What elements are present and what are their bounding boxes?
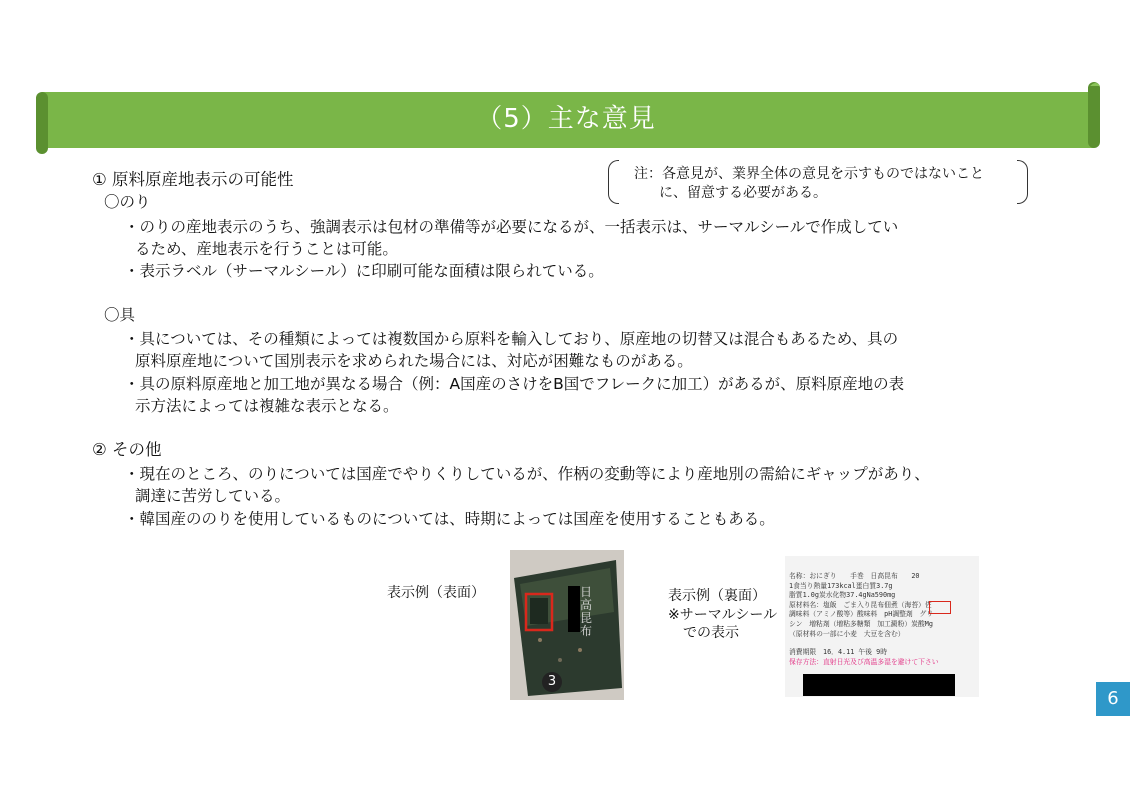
gu-bullet-2-line-1: ・具の原料原産地と加工地が異なる場合（例：A国産のさけをB国でフレークに加工）があるが、原料原産地の表 <box>124 375 905 393</box>
note-bracket-right <box>1017 160 1028 204</box>
section1-heading: ① 原料原産地表示の可能性 <box>92 170 294 189</box>
gu-bullet-1-line-1: ・具については、その種類によっては複数国から原料を輸入しており、原産地の切替又は混合もあるため、具の <box>124 330 899 348</box>
package-text: 日高昆布 <box>580 585 593 638</box>
thermal-seal-photo <box>785 556 979 697</box>
note-line-2: に、留意する必要がある。 <box>659 185 827 201</box>
other-bullet-1-line-1: ・現在のところ、のりについては国産でやりくりしているが、作柄の変動等により産地別の需給にギャップがあり、 <box>124 465 930 483</box>
gu-bullet-2-line-2: 示方法によっては複雑な表示となる。 <box>135 397 399 415</box>
seal-line: 原材料名：塩飯 ごま入り昆布佃煮（海苔）佐 <box>789 600 932 609</box>
gu-bullet-1-line-2: 原料原産地について国別表示を求められた場合には、対応が困難なものがある。 <box>135 352 693 370</box>
seal-line: 調味料（アミノ酸等）酸味料 pH調整剤 グリ <box>789 610 934 619</box>
note-bracket-left <box>608 160 619 204</box>
seal-line: 1食当り熱量173kcal蛋白質3.7g <box>789 581 893 590</box>
page-number: 6 <box>1096 682 1130 716</box>
nori-bullet-1-line-2: るため、産地表示を行うことは可能。 <box>135 240 398 258</box>
other-bullet-2: ・韓国産ののりを使用しているものについては、時期によっては国産を使用することもある。 <box>124 510 775 528</box>
front-example-label: 表示例（表面） <box>387 585 485 601</box>
seal-line: （原材料の一部に小麦 大豆を含む） <box>789 629 905 638</box>
seal-line-storage: 保存方法：直射日光及び高温多湿を避けて下さい <box>789 657 939 666</box>
package-number-badge: 3 <box>547 674 557 689</box>
seal-line: シン 増粘剤（増粘多糖類 加工澱粉）炭酸Mg <box>789 619 933 628</box>
gu-heading: 〇具 <box>104 306 136 324</box>
other-bullet-1-line-2: 調達に苦労している。 <box>135 487 291 505</box>
note-box <box>608 160 1028 206</box>
redacted-block <box>803 674 955 696</box>
seal-line: 脂質1.0g炭水化物37.4gNa590mg <box>789 591 896 600</box>
seal-line: 名称：おにぎり 手巻 日高昆布 20 <box>789 572 920 580</box>
note-line-1: 注：各意見が、業界全体の意見を示すものではないこと <box>634 166 984 182</box>
nori-bullet-1-line-1: ・のりの産地表示のうち、強調表示は包材の準備等が必要になるが、一括表示は、サーマルシールで作成してい <box>124 218 899 236</box>
nori-bullet-2: ・表示ラベル（サーマルシール）に印刷可能な面積は限られている。 <box>124 262 604 280</box>
seal-line: 消費期限 16．4.11 午後 9時 <box>789 648 888 657</box>
page-title: （5）主な意見 <box>476 104 656 134</box>
back-example-label: 表示例（裏面） <box>668 588 766 604</box>
back-example-note-1: ※サーマルシール <box>668 607 778 623</box>
origin-highlight <box>929 601 951 614</box>
nori-heading: 〇のり <box>104 193 151 211</box>
back-example-note-2: での表示 <box>683 625 739 641</box>
onigiri-illustration <box>510 550 624 700</box>
section2-heading: ② その他 <box>92 440 162 459</box>
onigiri-front-photo <box>510 550 624 700</box>
